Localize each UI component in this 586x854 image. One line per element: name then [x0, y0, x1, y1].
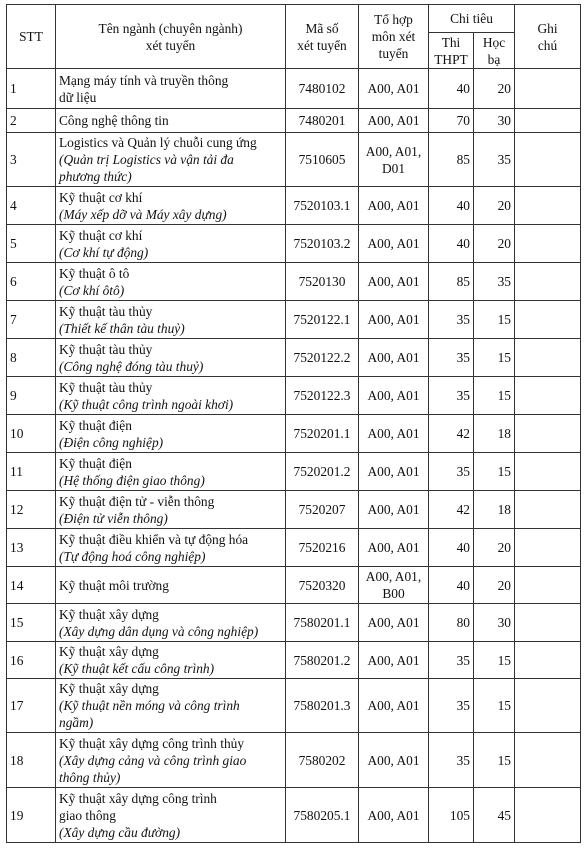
cell-combo — [359, 788, 429, 843]
cell-note — [515, 225, 581, 263]
table-row — [7, 491, 581, 529]
quota-thpt: 35 — [456, 698, 470, 713]
cell-quota-hocba — [474, 567, 515, 604]
cell-code — [286, 109, 359, 133]
specialization-name: (Cơ khí tự động) — [59, 244, 149, 260]
quota-thpt: 35 — [456, 312, 470, 327]
cell-quota-thpt — [429, 69, 474, 109]
cell-quota-thpt — [429, 788, 474, 843]
quota-hocba: 15 — [497, 652, 511, 668]
cell-quota-hocba — [474, 491, 515, 529]
quota-hocba: 15 — [497, 388, 511, 403]
major-name: Kỹ thuật xây dựng — [59, 644, 159, 659]
cell-major — [56, 733, 286, 788]
header-note: Ghi chú — [515, 5, 581, 69]
cell-note — [515, 69, 581, 109]
major-name: Logistics và Quản lý chuỗi cung ứng — [59, 135, 257, 150]
table-row — [7, 339, 581, 377]
admission-code: 7580201.2 — [293, 652, 351, 668]
subject-combination: A00, A01 — [367, 752, 420, 768]
specialization-name: (Hệ thống điện giao thông) — [59, 472, 205, 488]
major-name: Kỹ thuật điện — [59, 455, 132, 471]
cell-major — [56, 187, 286, 225]
quota-hocba: 35 — [497, 152, 511, 167]
table-row — [7, 225, 581, 263]
cell-stt — [7, 604, 56, 642]
cell-combo — [359, 642, 429, 679]
cell-quota-hocba — [474, 604, 515, 642]
cell-note — [515, 679, 581, 733]
cell-code — [286, 377, 359, 415]
cell-stt — [7, 415, 56, 453]
specialization-name: (Thiết kế thân tàu thuỷ) — [59, 320, 185, 336]
cell-combo — [359, 69, 429, 109]
major-name: Kỹ thuật ô tô — [59, 265, 130, 281]
cell-code — [286, 339, 359, 377]
cell-quota-hocba — [474, 109, 515, 133]
cell-note — [515, 604, 581, 642]
stt-value: 14 — [10, 577, 24, 593]
stt-value: 13 — [10, 540, 24, 555]
specialization-name: (Máy xếp dỡ và Máy xây dựng) — [59, 206, 227, 222]
major-name: Kỹ thuật tàu thủy — [59, 341, 153, 357]
specialization-name: (Xây dựng cảng và công trình giao thông thủy) — [59, 752, 247, 785]
major-name: Kỹ thuật xây dựng — [59, 681, 159, 696]
stt-value: 10 — [10, 426, 24, 441]
table-row — [7, 133, 581, 187]
quota-hocba: 15 — [497, 752, 511, 768]
major-name: Công nghệ thông tin — [59, 113, 169, 128]
stt-value: 5 — [10, 236, 17, 251]
table-row — [7, 453, 581, 491]
cell-major — [56, 567, 286, 604]
cell-quota-thpt — [429, 604, 474, 642]
cell-note — [515, 109, 581, 133]
cell-quota-hocba — [474, 301, 515, 339]
cell-code — [286, 415, 359, 453]
cell-quota-hocba — [474, 733, 515, 788]
major-name: Kỹ thuật cơ khí — [59, 227, 143, 243]
cell-combo — [359, 491, 429, 529]
admission-code: 7520103.1 — [293, 198, 351, 213]
admission-code: 7580201.1 — [293, 615, 351, 630]
cell-combo — [359, 133, 429, 187]
cell-stt — [7, 187, 56, 225]
cell-code — [286, 529, 359, 567]
cell-quota-hocba — [474, 339, 515, 377]
table-row — [7, 567, 581, 604]
specialization-name: (Quản trị Logistics và vận tải đa phương thức) — [59, 152, 234, 184]
cell-major — [56, 453, 286, 491]
cell-combo — [359, 529, 429, 567]
cell-stt — [7, 529, 56, 567]
quota-hocba: 15 — [497, 698, 511, 713]
table-row — [7, 604, 581, 642]
cell-combo — [359, 339, 429, 377]
cell-combo — [359, 263, 429, 301]
header-major: Tên ngành (chuyên ngành) xét tuyển — [56, 5, 286, 69]
quota-thpt: 105 — [449, 807, 470, 823]
admission-code: 7520201.2 — [293, 464, 351, 479]
quota-hocba: 15 — [497, 464, 511, 479]
cell-stt — [7, 69, 56, 109]
cell-combo — [359, 733, 429, 788]
cell-code — [286, 491, 359, 529]
cell-note — [515, 491, 581, 529]
cell-note — [515, 263, 581, 301]
cell-quota-thpt — [429, 453, 474, 491]
header-thpt: Thi THPT — [429, 33, 474, 69]
stt-value: 9 — [10, 388, 17, 403]
subject-combination: A00, A01 — [367, 312, 420, 327]
cell-note — [515, 377, 581, 415]
admission-code: 7580202 — [298, 752, 346, 768]
cell-note — [515, 339, 581, 377]
cell-combo — [359, 415, 429, 453]
stt-value: 8 — [10, 350, 17, 365]
cell-major — [56, 491, 286, 529]
admission-table-container — [6, 4, 580, 843]
cell-major — [56, 69, 286, 109]
subject-combination: A00, A01 — [367, 388, 420, 403]
quota-thpt: 40 — [456, 236, 470, 251]
cell-note — [515, 187, 581, 225]
major-name: Kỹ thuật điện — [59, 417, 132, 433]
major-name: Kỹ thuật môi trường — [59, 577, 169, 593]
subject-combination: A00, A01, B00 — [365, 569, 422, 601]
major-name: Kỹ thuật điện tử - viễn thông — [59, 493, 215, 509]
cell-note — [515, 415, 581, 453]
major-name: Kỹ thuật xây dựng — [59, 606, 159, 622]
quota-thpt: 85 — [456, 274, 470, 289]
cell-quota-hocba — [474, 133, 515, 187]
table-row — [7, 377, 581, 415]
stt-value: 19 — [10, 807, 24, 823]
cell-major — [56, 788, 286, 843]
subject-combination: A00, A01 — [367, 698, 420, 713]
cell-quota-hocba — [474, 415, 515, 453]
cell-stt — [7, 339, 56, 377]
cell-major — [56, 377, 286, 415]
quota-hocba: 20 — [497, 236, 511, 251]
specialization-name: (Kỹ thuật kết cấu công trình) — [59, 661, 215, 676]
cell-major — [56, 604, 286, 642]
admission-code: 7580205.1 — [293, 807, 351, 823]
stt-value: 15 — [10, 615, 24, 630]
subject-combination: A00, A01 — [367, 540, 420, 555]
cell-major — [56, 133, 286, 187]
quota-thpt: 35 — [456, 388, 470, 403]
quota-hocba: 15 — [497, 312, 511, 327]
cell-major — [56, 225, 286, 263]
subject-combination: A00, A01 — [367, 198, 420, 213]
major-name: Mạng máy tính và truyền thông dữ liệu — [59, 72, 229, 105]
table-row — [7, 642, 581, 679]
subject-combination: A00, A01 — [367, 274, 420, 289]
subject-combination: A00, A01 — [367, 426, 420, 441]
cell-note — [515, 788, 581, 843]
table-row — [7, 263, 581, 301]
table-row — [7, 679, 581, 733]
admission-code: 7520122.1 — [293, 312, 351, 327]
subject-combination: A00, A01 — [367, 615, 420, 630]
cell-code — [286, 642, 359, 679]
quota-thpt: 85 — [456, 152, 470, 167]
subject-combination: A00, A01 — [367, 807, 420, 823]
cell-stt — [7, 453, 56, 491]
admission-code: 7520207 — [298, 502, 346, 517]
specialization-name: (Kỹ thuật nền móng và công trình ngầm) — [59, 698, 240, 730]
subject-combination: A00, A01 — [367, 81, 420, 96]
admission-code: 7520320 — [298, 577, 346, 593]
table-header — [7, 5, 581, 69]
admission-code: 7520103.2 — [293, 236, 351, 251]
header-code: Mã số xét tuyển — [286, 5, 359, 69]
cell-code — [286, 225, 359, 263]
quota-hocba: 35 — [497, 274, 511, 289]
quota-hocba: 20 — [497, 540, 511, 555]
cell-code — [286, 679, 359, 733]
subject-combination: A00, A01 — [367, 113, 420, 128]
cell-major — [56, 301, 286, 339]
table-row — [7, 733, 581, 788]
admission-code: 7580201.3 — [293, 698, 351, 713]
cell-note — [515, 567, 581, 604]
stt-value: 6 — [10, 274, 17, 289]
cell-quota-thpt — [429, 263, 474, 301]
quota-thpt: 40 — [456, 577, 470, 593]
header-hocba: Học bạ — [474, 33, 515, 69]
admission-quota-table — [6, 4, 581, 843]
table-row — [7, 415, 581, 453]
stt-value: 7 — [10, 312, 17, 327]
admission-code: 7510605 — [298, 152, 346, 167]
specialization-name: (Điện công nghiệp) — [59, 434, 164, 450]
quota-thpt: 35 — [456, 350, 470, 365]
cell-quota-hocba — [474, 69, 515, 109]
major-name: Kỹ thuật xây dựng công trình thủy — [59, 735, 245, 751]
admission-code: 7520130 — [298, 274, 346, 289]
subject-combination: A00, A01 — [367, 350, 420, 365]
cell-combo — [359, 109, 429, 133]
table-row — [7, 301, 581, 339]
quota-thpt: 80 — [456, 615, 470, 630]
quota-hocba: 30 — [497, 113, 511, 128]
cell-combo — [359, 187, 429, 225]
subject-combination: A00, A01 — [367, 464, 420, 479]
subject-combination: A00, A01 — [367, 652, 420, 668]
cell-quota-thpt — [429, 733, 474, 788]
cell-note — [515, 301, 581, 339]
header-quota: Chi tiêu — [429, 5, 515, 33]
cell-combo — [359, 225, 429, 263]
quota-thpt: 40 — [456, 198, 470, 213]
stt-value: 17 — [10, 698, 24, 713]
cell-note — [515, 453, 581, 491]
cell-stt — [7, 642, 56, 679]
cell-combo — [359, 567, 429, 604]
cell-stt — [7, 567, 56, 604]
cell-code — [286, 567, 359, 604]
cell-quota-hocba — [474, 788, 515, 843]
cell-note — [515, 642, 581, 679]
specialization-name: (Cơ khí ôtô) — [59, 282, 125, 298]
quota-thpt: 40 — [456, 81, 470, 96]
quota-thpt: 35 — [456, 652, 470, 668]
major-name: Kỹ thuật điều khiển và tự động hóa — [59, 531, 249, 547]
cell-combo — [359, 301, 429, 339]
cell-quota-thpt — [429, 567, 474, 604]
admission-code: 7520122.3 — [293, 388, 351, 403]
cell-note — [515, 133, 581, 187]
cell-quota-thpt — [429, 109, 474, 133]
table-row — [7, 69, 581, 109]
table-row — [7, 109, 581, 133]
header-combo: Tổ hợp môn xét tuyển — [359, 5, 429, 69]
cell-stt — [7, 491, 56, 529]
major-name: Kỹ thuật tàu thủy — [59, 379, 153, 395]
stt-value: 4 — [10, 198, 17, 213]
quota-hocba: 30 — [497, 615, 511, 630]
specialization-name: (Tự động hoá công nghiệp) — [59, 548, 206, 564]
cell-combo — [359, 604, 429, 642]
major-name: Kỹ thuật tàu thủy — [59, 303, 153, 319]
cell-quota-hocba — [474, 225, 515, 263]
cell-code — [286, 187, 359, 225]
cell-stt — [7, 733, 56, 788]
cell-quota-thpt — [429, 415, 474, 453]
admission-code: 7480201 — [298, 113, 346, 128]
cell-stt — [7, 109, 56, 133]
cell-quota-thpt — [429, 642, 474, 679]
stt-value: 1 — [10, 81, 17, 96]
cell-code — [286, 69, 359, 109]
quota-thpt: 35 — [456, 752, 470, 768]
cell-quota-thpt — [429, 133, 474, 187]
cell-quota-thpt — [429, 491, 474, 529]
quota-hocba: 15 — [497, 350, 511, 365]
cell-stt — [7, 377, 56, 415]
admission-code: 7520122.2 — [293, 350, 351, 365]
subject-combination: A00, A01, D01 — [365, 143, 422, 176]
major-name: Kỹ thuật xây dựng công trình giao thông — [59, 790, 217, 823]
quota-thpt: 42 — [456, 502, 470, 517]
cell-code — [286, 788, 359, 843]
cell-major — [56, 529, 286, 567]
cell-quota-hocba — [474, 453, 515, 491]
admission-code: 7480102 — [298, 81, 346, 96]
cell-stt — [7, 679, 56, 733]
table-row — [7, 529, 581, 567]
cell-code — [286, 133, 359, 187]
cell-code — [286, 263, 359, 301]
quota-hocba: 45 — [497, 807, 511, 823]
quota-thpt: 42 — [456, 426, 470, 441]
cell-quota-hocba — [474, 529, 515, 567]
cell-quota-thpt — [429, 301, 474, 339]
cell-quota-hocba — [474, 642, 515, 679]
quota-hocba: 20 — [497, 81, 511, 96]
quota-hocba: 18 — [497, 426, 511, 441]
quota-thpt: 40 — [456, 540, 470, 555]
cell-major — [56, 679, 286, 733]
cell-major — [56, 109, 286, 133]
specialization-name: (Điện tử viễn thông) — [59, 510, 168, 526]
major-name: Kỹ thuật cơ khí — [59, 189, 143, 205]
quota-thpt: 70 — [456, 113, 470, 128]
cell-quota-hocba — [474, 377, 515, 415]
subject-combination: A00, A01 — [367, 236, 420, 251]
cell-quota-hocba — [474, 679, 515, 733]
table-body — [7, 69, 581, 843]
cell-code — [286, 733, 359, 788]
table-row — [7, 187, 581, 225]
admission-code: 7520201.1 — [293, 426, 351, 441]
specialization-name: (Công nghệ đóng tàu thuỷ) — [59, 358, 204, 374]
quota-thpt: 35 — [456, 464, 470, 479]
cell-stt — [7, 263, 56, 301]
cell-code — [286, 301, 359, 339]
cell-note — [515, 733, 581, 788]
quota-hocba: 20 — [497, 577, 511, 593]
cell-note — [515, 529, 581, 567]
cell-stt — [7, 225, 56, 263]
cell-quota-hocba — [474, 263, 515, 301]
stt-value: 16 — [10, 652, 24, 668]
stt-value: 11 — [10, 464, 23, 479]
cell-quota-thpt — [429, 377, 474, 415]
subject-combination: A00, A01 — [367, 502, 420, 517]
specialization-name: (Xây dựng cầu đường) — [59, 824, 181, 840]
cell-major — [56, 339, 286, 377]
cell-quota-thpt — [429, 529, 474, 567]
cell-major — [56, 642, 286, 679]
cell-combo — [359, 377, 429, 415]
specialization-name: (Xây dựng dân dụng và công nghiệp) — [59, 623, 259, 639]
cell-quota-thpt — [429, 679, 474, 733]
cell-combo — [359, 679, 429, 733]
cell-stt — [7, 301, 56, 339]
stt-value: 18 — [10, 752, 24, 768]
cell-quota-thpt — [429, 339, 474, 377]
cell-quota-hocba — [474, 187, 515, 225]
table-row — [7, 788, 581, 843]
header-stt: STT — [7, 5, 56, 69]
cell-code — [286, 604, 359, 642]
admission-code: 7520216 — [298, 540, 346, 555]
cell-major — [56, 415, 286, 453]
cell-stt — [7, 133, 56, 187]
quota-hocba: 20 — [497, 198, 511, 213]
stt-value: 2 — [10, 113, 17, 128]
cell-quota-thpt — [429, 187, 474, 225]
specialization-name: (Kỹ thuật công trình ngoài khơi) — [59, 396, 234, 412]
cell-stt — [7, 788, 56, 843]
stt-value: 3 — [10, 152, 17, 167]
cell-major — [56, 263, 286, 301]
cell-code — [286, 453, 359, 491]
cell-quota-thpt — [429, 225, 474, 263]
cell-combo — [359, 453, 429, 491]
quota-hocba: 18 — [497, 502, 511, 517]
stt-value: 12 — [10, 502, 24, 517]
